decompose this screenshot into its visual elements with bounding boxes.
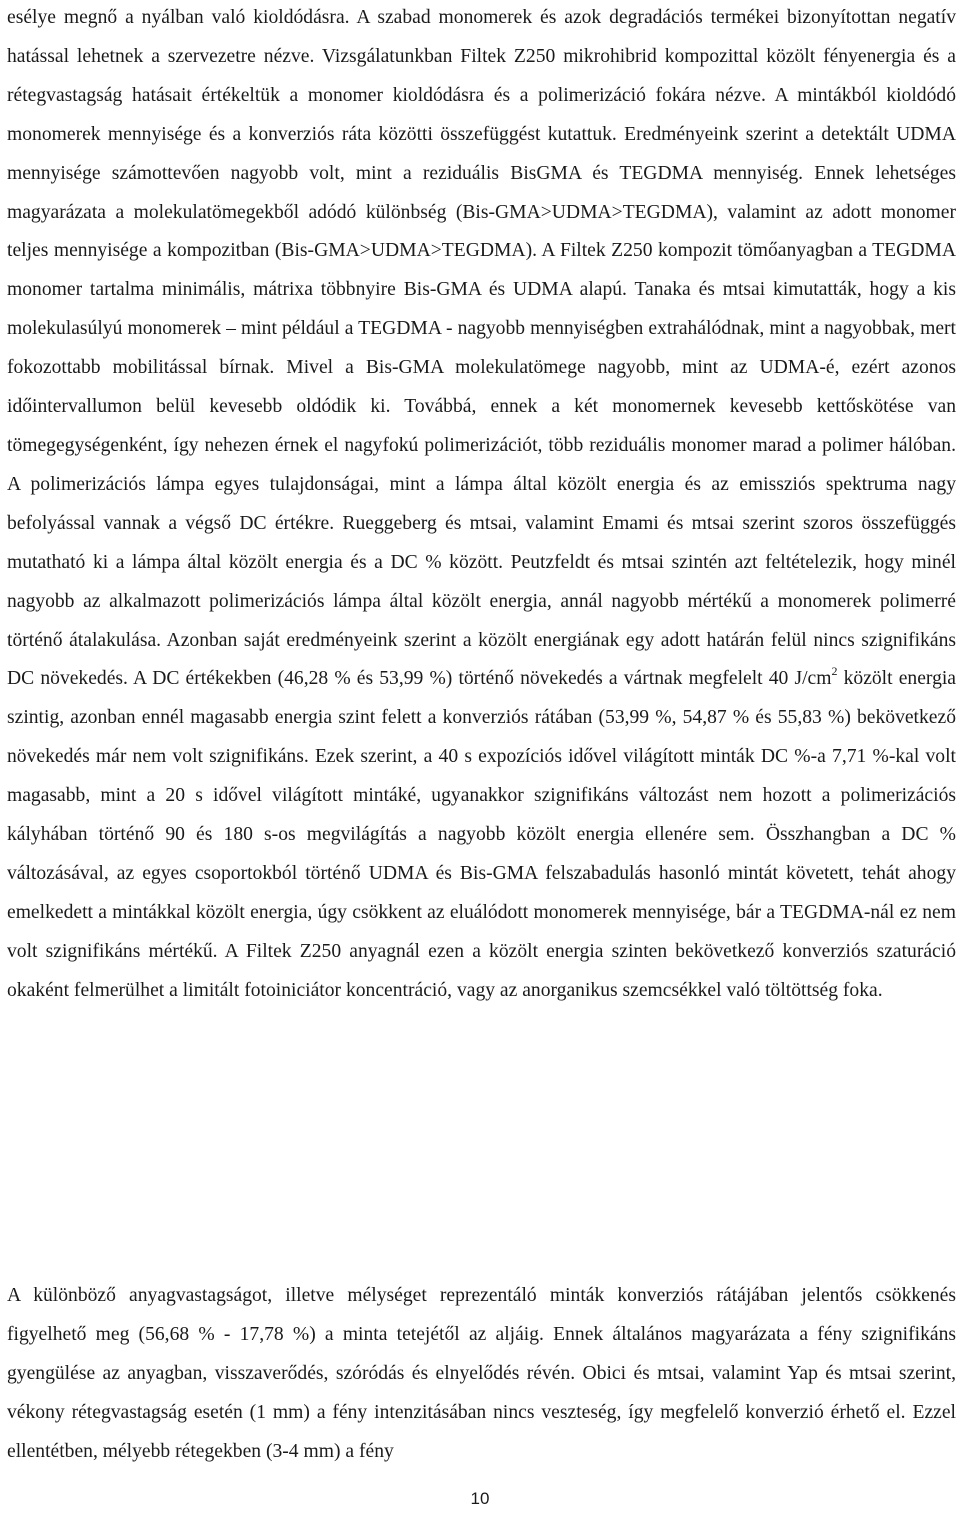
- superscript-exponent: 2: [831, 664, 838, 679]
- page-number: 10: [470, 1489, 490, 1508]
- body-paragraph: [7, 0, 956, 1011]
- paragraph-text-continued: közölt energia szintig, azonban ennél magasabb energia szint felett a konverziós rátában (53,99 %, 54,87 % és 55,83 %) bekövetkező növekedés már nem volt szignifikáns. Ezek szerint, a 40 s expozíciós idővel világított minták DC %-a 7,71 %-kal volt magasabb, mint a 20 s idővel világított mintáké, ugyanakkor szignifikáns változást nem hozott a polimerizációs kályhában történő 90 és 180 s-os megvilágítás a nagyobb közölt energia ellenére sem. Összhangban a DC % változásával, az egyes csoportokból történő UDMA és Bis-GMA felszabadulás hasonló mintát követett, tehát ahogy emelkedett a mintákkal közölt energia, úgy csökkent az eluálódott monomerek mennyisége, bár a TEGDMA-nál ez nem volt szignifikáns mértékű. A Filtek Z250 anyagnál ezen a közölt energia szinten bekövetkező konverziós szaturáció okaként felmerülhet a limitált fotoiniciátor koncentráció, vagy az anorganikus szemcsékkel való töltöttség foka.: [7, 668, 957, 1001]
- paragraph-text: esélye megnő a nyálban való kioldódásra. A szabad monomerek és azok degradációs termékei bizonyítottan negatív hatással lehetnek a szervezetre nézve. Vizsgálatunkban Filtek Z250 mikrohibrid kompozittal közölt fényenergia és a rétegvastagság hatásait értékeltük a monomer kioldódásra és a polimerizáció fokára nézve. A mintákból kioldódó monomerek mennyisége és a konverziós ráta közötti összefüggést kutattuk. Eredményeink szerint a detektált UDMA mennyisége számottevően nagyobb volt, mint a reziduális BisGMA és TEGDMA mennyiség. Ennek lehetséges magyarázata a molekulatömegekből adódó különbség (Bis-GMA>UDMA>TEGDMA), valamint az adott monomer teljes mennyisége a kompozitban (Bis-GMA>UDMA>TEGDMA). A Filtek Z250 kompozit tömőanyagban a TEGDMA monomer tartalma minimális, mátrixa többnyire Bis-GMA és UDMA alapú. Tanaka és mtsai kimutatták, hogy a kis molekulasúlyú monomerek ‒ mint például a TEGDMA - nagyobb mennyiségben extrahálódnak, mint a nagyobbak, mert fokozottabb mobilitással bírnak. Mivel a Bis-GMA molekulatömege nagyobb, mint az UDMA-é, ezért azonos időintervallumon belül kevesebb oldódik ki. Továbbá, ennek a két monomernek kevesebb kettőskötése van tömegegységenként, így nehezen érnek el nagyfokú polimerizációt, több reziduális monomer marad a polimer hálóban. A polimerizációs lámpa egyes tulajdonságai, mint a lámpa által közölt energia és az emissziós spektruma nagy befolyással vannak a végső DC értékre. Rueggeberg és mtsai, valamint Emami és mtsai szerint szoros összefüggés mutatható ki a lámpa által közölt energia és a DC % között. Peutzfeldt és mtsai szintén azt feltételezik, hogy minél nagyobb az alkalmazott polimerizációs lámpa által közölt energia, annál nagyobb mértékű a monomerek polimerré történő átalakulása. Azonban saját eredményeink szerint a közölt energiának egy adott határán felül nincs szignifikáns DC növekedés. A DC értékekben (46,28 % és 53,99 %) történő növekedés a vártnak megfelelt 40 J/cm: [7, 7, 956, 690]
- body-paragraph-second: A különböző anyagvastagságot, illetve mélységet reprezentáló minták konverziós rátájában jelentős csökkenés figyelhető meg (56,68 % - 17,78 %) a minta tetejétől az aljáig. Ennek általános magyarázata a fény szignifikáns gyengülése az anyagban, visszaverődés, szóródás és elnyelődés révén. Obici és mtsai, valamint Yap és mtsai szerint, vékony rétegvastagság esetén (1 mm) a fény intenzitásában nincs veszteség, így megfelelő konverzió érhető el. Ezzel ellentétben, mélyebb rétegekben (3-4 mm) a fény: [7, 1285, 956, 1462]
